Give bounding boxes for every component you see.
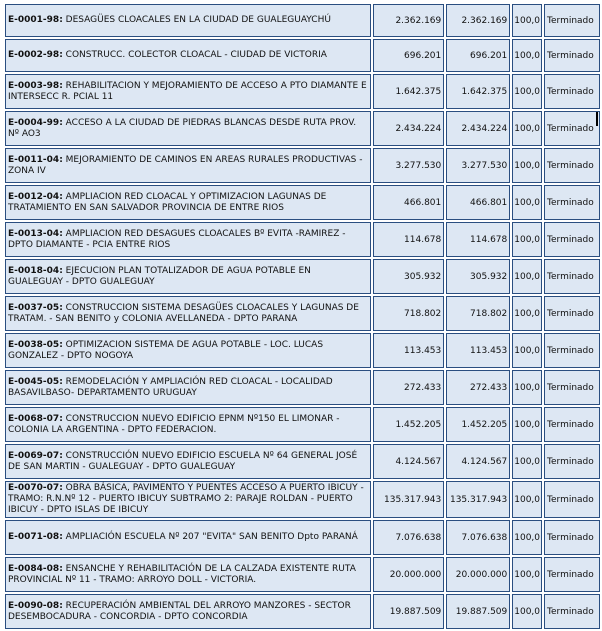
work-code: E-0084-08: <box>8 563 63 574</box>
status-cell: Terminado <box>544 111 600 146</box>
progress-percent-cell: 100,0 <box>512 444 542 479</box>
works-table-body <box>5 4 600 629</box>
progress-percent-cell: 100,0 <box>512 333 542 368</box>
work-description: REMODELACIÓN Y AMPLIACIÓN RED CLOACAL - LOCALIDAD BASAVILBASO- DEPARTAMENTO URUGUAY <box>8 376 333 398</box>
work-code: E-0003-98: <box>8 80 63 91</box>
executed-amount-cell: 7.076.638 <box>446 520 510 555</box>
work-code: E-0069-07: <box>8 450 63 461</box>
status-cell: Terminado <box>544 222 600 257</box>
table-row <box>5 594 600 629</box>
contract-amount-cell: 305.932 <box>373 259 444 294</box>
progress-percent-cell: 100,0 <box>512 259 542 294</box>
table-row <box>5 111 600 146</box>
table-row <box>5 557 600 592</box>
work-description-cell <box>5 557 371 592</box>
progress-percent-cell: 100,0 <box>512 594 542 629</box>
executed-amount-cell: 2.362.169 <box>446 4 510 37</box>
table-row <box>5 333 600 368</box>
work-code: E-0013-04: <box>8 228 63 239</box>
progress-percent-cell: 100,0 <box>512 520 542 555</box>
executed-amount-cell: 466.801 <box>446 185 510 220</box>
work-description: CONSTRUCCION SISTEMA DESAGÜES CLOACALES Y LAGUNAS DE TRATAM. - SAN BENITO y COLONIA AVELLANEDA - DPTO PARANA <box>8 302 359 324</box>
status-cell: Terminado <box>544 333 600 368</box>
status-cell: Terminado <box>544 148 600 183</box>
contract-amount-cell: 20.000.000 <box>373 557 444 592</box>
executed-amount-cell: 696.201 <box>446 39 510 72</box>
contract-amount-cell: 113.453 <box>373 333 444 368</box>
progress-percent-cell: 100,0 <box>512 222 542 257</box>
executed-amount-cell: 272.433 <box>446 370 510 405</box>
work-code: E-0018-04: <box>8 265 63 276</box>
table-row <box>5 407 600 442</box>
work-description-cell <box>5 111 371 146</box>
status-cell: Terminado <box>544 4 600 37</box>
work-description-cell <box>5 259 371 294</box>
table-row <box>5 370 600 405</box>
progress-percent-cell: 100,0 <box>512 481 542 518</box>
progress-percent-cell: 100,0 <box>512 557 542 592</box>
contract-amount-cell: 135.317.943 <box>373 481 444 518</box>
works-table <box>3 2 602 631</box>
work-description: AMPLIACION RED CLOACAL Y OPTIMIZACION LAGUNAS DE TRATAMIENTO EN SAN SALVADOR PROVINCIA DE ENTRE RIOS <box>8 191 327 213</box>
work-description-cell <box>5 4 371 37</box>
executed-amount-cell: 19.887.509 <box>446 594 510 629</box>
work-description-cell <box>5 185 371 220</box>
contract-amount-cell: 3.277.530 <box>373 148 444 183</box>
progress-percent-cell: 100,0 <box>512 74 542 109</box>
contract-amount-cell: 272.433 <box>373 370 444 405</box>
work-description: REHABILITACION Y MEJORAMIENTO DE ACCESO A PTO DIAMANTE E INTERSECC R. PCIAL 11 <box>8 80 367 102</box>
table-row <box>5 222 600 257</box>
work-description-cell <box>5 407 371 442</box>
contract-amount-cell: 7.076.638 <box>373 520 444 555</box>
table-row <box>5 74 600 109</box>
work-description-cell <box>5 520 371 555</box>
work-description: AMPLIACIÓN ESCUELA Nº 207 "EVITA" SAN BENITO Dpto PARANÁ <box>65 532 358 542</box>
work-description-cell <box>5 296 371 331</box>
work-description-cell <box>5 74 371 109</box>
contract-amount-cell: 2.362.169 <box>373 4 444 37</box>
progress-percent-cell: 100,0 <box>512 4 542 37</box>
executed-amount-cell: 1.452.205 <box>446 407 510 442</box>
executed-amount-cell: 113.453 <box>446 333 510 368</box>
work-description-cell <box>5 481 371 518</box>
contract-amount-cell: 1.642.375 <box>373 74 444 109</box>
status-cell: Terminado <box>544 74 600 109</box>
executed-amount-cell: 3.277.530 <box>446 148 510 183</box>
executed-amount-cell: 135.317.943 <box>446 481 510 518</box>
work-code: E-0001-98: <box>8 15 63 25</box>
work-code: E-0002-98: <box>8 50 63 60</box>
progress-percent-cell: 100,0 <box>512 370 542 405</box>
work-description: OPTIMIZACION SISTEMA DE AGUA POTABLE - LOC. LUCAS GONZALEZ - DPTO NOGOYA <box>8 339 324 361</box>
work-code: E-0037-05: <box>8 302 63 313</box>
status-cell: Terminado <box>544 520 600 555</box>
progress-percent-cell: 100,0 <box>512 296 542 331</box>
contract-amount-cell: 1.452.205 <box>373 407 444 442</box>
contract-amount-cell: 696.201 <box>373 39 444 72</box>
work-description-cell <box>5 39 371 72</box>
executed-amount-cell: 2.434.224 <box>446 111 510 146</box>
executed-amount-cell: 4.124.567 <box>446 444 510 479</box>
work-description-cell <box>5 370 371 405</box>
table-row <box>5 296 600 331</box>
work-code: E-0012-04: <box>8 191 63 202</box>
table-row <box>5 185 600 220</box>
work-code: E-0070-07: <box>8 483 63 493</box>
work-code: E-0045-05: <box>8 376 63 387</box>
status-cell: Terminado <box>544 444 600 479</box>
work-description: ENSANCHE Y REHABILITACIÓN DE LA CALZADA EXISTENTE RUTA PROVINCIAL Nº 11 - TRAMO: ARROYO DOLL - VICTORIA. <box>8 563 356 585</box>
work-code: E-0071-08: <box>8 532 63 542</box>
work-description: CONSTRUCC. COLECTOR CLOACAL - CIUDAD DE VICTORIA <box>65 50 327 60</box>
contract-amount-cell: 718.802 <box>373 296 444 331</box>
table-row <box>5 520 600 555</box>
work-code: E-0004-99: <box>8 117 63 128</box>
work-code: E-0038-05: <box>8 339 63 350</box>
table-row <box>5 39 600 72</box>
work-description-cell <box>5 594 371 629</box>
work-description: CONSTRUCCIÓN NUEVO EDIFICIO ESCUELA Nº 64 GENERAL JOSÉ DE SAN MARTIN - GUALEGUAY - DPTO GUALEGUAY <box>8 450 358 472</box>
text-cursor <box>596 112 598 126</box>
table-row <box>5 4 600 37</box>
works-table-container <box>3 2 602 631</box>
table-row <box>5 444 600 479</box>
progress-percent-cell: 100,0 <box>512 185 542 220</box>
contract-amount-cell: 4.124.567 <box>373 444 444 479</box>
work-description: CONSTRUCCION NUEVO EDIFICIO EPNM Nº150 EL LIMONAR - COLONIA LA ARGENTINA - DPTO FEDERACION. <box>8 413 340 435</box>
status-cell: Terminado <box>544 557 600 592</box>
work-description: ACCESO A LA CIUDAD DE PIEDRAS BLANCAS DESDE RUTA PROV. Nº AO3 <box>8 117 357 139</box>
executed-amount-cell: 20.000.000 <box>446 557 510 592</box>
work-description-cell <box>5 148 371 183</box>
status-cell: Terminado <box>544 370 600 405</box>
work-description-cell <box>5 222 371 257</box>
table-row <box>5 148 600 183</box>
work-description-cell <box>5 333 371 368</box>
work-code: E-0068-07: <box>8 413 63 424</box>
status-cell: Terminado <box>544 481 600 518</box>
status-cell: Terminado <box>544 259 600 294</box>
status-cell: Terminado <box>544 185 600 220</box>
progress-percent-cell: 100,0 <box>512 111 542 146</box>
executed-amount-cell: 114.678 <box>446 222 510 257</box>
contract-amount-cell: 114.678 <box>373 222 444 257</box>
contract-amount-cell: 19.887.509 <box>373 594 444 629</box>
work-description: EJECUCION PLAN TOTALIZADOR DE AGUA POTABLE EN GUALEGUAY - DPTO GUALEGUAY <box>8 265 311 287</box>
work-code: E-0011-04: <box>8 154 63 165</box>
contract-amount-cell: 466.801 <box>373 185 444 220</box>
work-code: E-0090-08: <box>8 600 63 611</box>
status-cell: Terminado <box>544 39 600 72</box>
status-cell: Terminado <box>544 407 600 442</box>
work-description: AMPLIACION RED DESAGUES CLOACALES Bº EVITA -RAMIREZ - DPTO DIAMANTE - PCIA ENTRE RIOS <box>8 228 346 250</box>
status-cell: Terminado <box>544 296 600 331</box>
executed-amount-cell: 718.802 <box>446 296 510 331</box>
work-description: OBRA BÁSICA, PAVIMENTO Y PUENTES ACCESO A PUERTO IBICUY - TRAMO: R.N.Nº 12 - PUERTO IBICUY SUBTRAMO 2: PARAJE ROLDAN - PUERTO IBICUY - DPTO ISLAS DE IBICUY <box>8 483 364 515</box>
executed-amount-cell: 1.642.375 <box>446 74 510 109</box>
status-cell: Terminado <box>544 594 600 629</box>
work-description-cell <box>5 444 371 479</box>
progress-percent-cell: 100,0 <box>512 407 542 442</box>
progress-percent-cell: 100,0 <box>512 148 542 183</box>
table-row <box>5 481 600 518</box>
work-description: MEJORAMIENTO DE CAMINOS EN AREAS RURALES PRODUCTIVAS -ZONA IV <box>8 154 363 176</box>
table-row <box>5 259 600 294</box>
work-description: RECUPERACIÓN AMBIENTAL DEL ARROYO MANZORES - SECTOR DESEMBOCADURA - CONCORDIA - DPTO CONCORDIA <box>8 600 351 622</box>
progress-percent-cell: 100,0 <box>512 39 542 72</box>
contract-amount-cell: 2.434.224 <box>373 111 444 146</box>
work-description: DESAGÜES CLOACALES EN LA CIUDAD DE GUALEGUAYCHÚ <box>65 15 331 25</box>
executed-amount-cell: 305.932 <box>446 259 510 294</box>
